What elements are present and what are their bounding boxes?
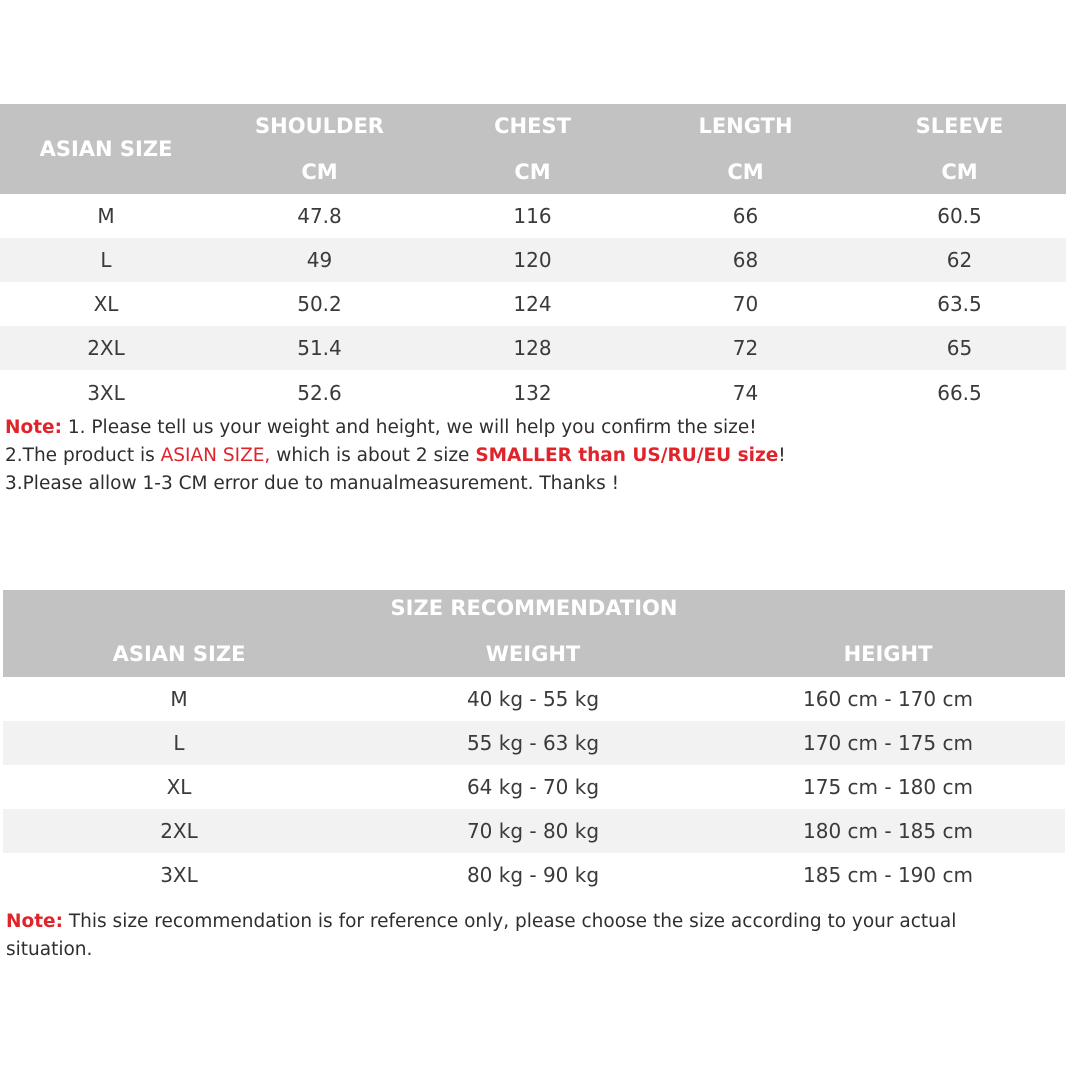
- header-chest-name: CHEST: [494, 114, 571, 138]
- size-notes: [5, 414, 1061, 498]
- header-shoulder-name: SHOULDER: [255, 114, 384, 138]
- header-height: HEIGHT: [843, 642, 933, 666]
- note-text-1: 1. Please tell us your weight and height, we will help you confirm the size!: [61, 417, 757, 438]
- table-row: [0, 326, 1066, 370]
- size-recommendation-table: [3, 590, 1065, 897]
- table-row: [3, 677, 1065, 721]
- size-cell: M: [170, 687, 188, 711]
- size-cell: 3XL: [87, 381, 125, 405]
- note-text-2c: which is about 2 size: [270, 445, 476, 466]
- header-sleeve-name: SLEEVE: [915, 114, 1004, 138]
- chest-cell: 128: [513, 336, 552, 360]
- note-line-2: [5, 442, 1061, 470]
- length-cell: 72: [732, 336, 759, 360]
- weight-cell: 55 kg - 63 kg: [466, 731, 600, 755]
- table-row: [3, 809, 1065, 853]
- sleeve-cell: 65: [946, 336, 973, 360]
- smaller-size-emphasis: SMALLER than US/RU/EU size: [475, 445, 779, 466]
- table-row: [0, 238, 1066, 282]
- header-shoulder: [213, 104, 426, 194]
- note-line-1: [5, 414, 1061, 442]
- height-cell: 160 cm - 170 cm: [803, 687, 973, 711]
- recommendation-note: [6, 908, 1046, 964]
- size-cell: 3XL: [160, 863, 198, 887]
- sleeve-cell: 62: [946, 248, 973, 272]
- table-row: [0, 282, 1066, 326]
- table-row: [3, 853, 1065, 897]
- note-text-2e: !: [778, 445, 786, 466]
- sleeve-cell: 60.5: [937, 204, 982, 228]
- header-length-unit: CM: [727, 160, 764, 184]
- weight-cell: 80 kg - 90 kg: [466, 863, 600, 887]
- table-row: [0, 194, 1066, 238]
- header-chest: [426, 104, 639, 194]
- note-label: Note:: [5, 417, 62, 438]
- chest-cell: 124: [513, 292, 552, 316]
- length-cell: 74: [732, 381, 759, 405]
- weight-cell: 64 kg - 70 kg: [466, 775, 600, 799]
- note-label: Note:: [6, 911, 63, 932]
- height-cell: 175 cm - 180 cm: [803, 775, 973, 799]
- height-cell: 185 cm - 190 cm: [803, 863, 973, 887]
- chest-cell: 116: [513, 204, 552, 228]
- table-row: [3, 765, 1065, 809]
- weight-cell: 40 kg - 55 kg: [466, 687, 600, 711]
- chest-cell: 132: [513, 381, 552, 405]
- size-cell: M: [97, 204, 115, 228]
- weight-cell: 70 kg - 80 kg: [466, 819, 600, 843]
- recommendation-header: [3, 590, 1065, 677]
- note-line-3: [5, 470, 1061, 498]
- header-weight: WEIGHT: [485, 642, 581, 666]
- length-cell: 68: [732, 248, 759, 272]
- length-cell: 66: [732, 204, 759, 228]
- height-cell: 170 cm - 175 cm: [803, 731, 973, 755]
- shoulder-cell: 47.8: [297, 204, 342, 228]
- height-cell: 180 cm - 185 cm: [803, 819, 973, 843]
- header-sleeve-unit: CM: [941, 160, 978, 184]
- shoulder-cell: 49: [306, 248, 333, 272]
- size-cell: XL: [166, 775, 192, 799]
- recommendation-note-text: This size recommendation is for reference only, please choose the size according to your actual situation.: [6, 911, 957, 960]
- sleeve-cell: 63.5: [937, 292, 982, 316]
- length-cell: 70: [732, 292, 759, 316]
- asian-size-emphasis: ASIAN SIZE,: [160, 445, 271, 466]
- header-sleeve: [853, 104, 1066, 194]
- header-asian-size: ASIAN SIZE: [39, 137, 173, 161]
- header-length-name: LENGTH: [698, 114, 793, 138]
- table-row: [3, 721, 1065, 765]
- shoulder-cell: 51.4: [297, 336, 342, 360]
- header-chest-unit: CM: [514, 160, 551, 184]
- header-asian-size: ASIAN SIZE: [112, 642, 246, 666]
- sleeve-cell: 66.5: [937, 381, 982, 405]
- recommendation-title: SIZE RECOMMENDATION: [390, 596, 678, 620]
- size-cell: 2XL: [160, 819, 198, 843]
- size-chart-header: [0, 104, 1066, 194]
- chest-cell: 120: [513, 248, 552, 272]
- shoulder-cell: 52.6: [297, 381, 342, 405]
- size-cell: L: [100, 248, 112, 272]
- size-cell: XL: [93, 292, 119, 316]
- note-text-2a: 2.The product is: [5, 445, 161, 466]
- size-chart-table: [0, 104, 1066, 416]
- shoulder-cell: 50.2: [297, 292, 342, 316]
- size-cell: L: [173, 731, 185, 755]
- header-length: [639, 104, 852, 194]
- note-text-3: 3.Please allow 1-3 CM error due to manualmeasurement. Thanks !: [5, 473, 620, 494]
- header-shoulder-unit: CM: [301, 160, 338, 184]
- table-row: [0, 370, 1066, 416]
- size-cell: 2XL: [87, 336, 125, 360]
